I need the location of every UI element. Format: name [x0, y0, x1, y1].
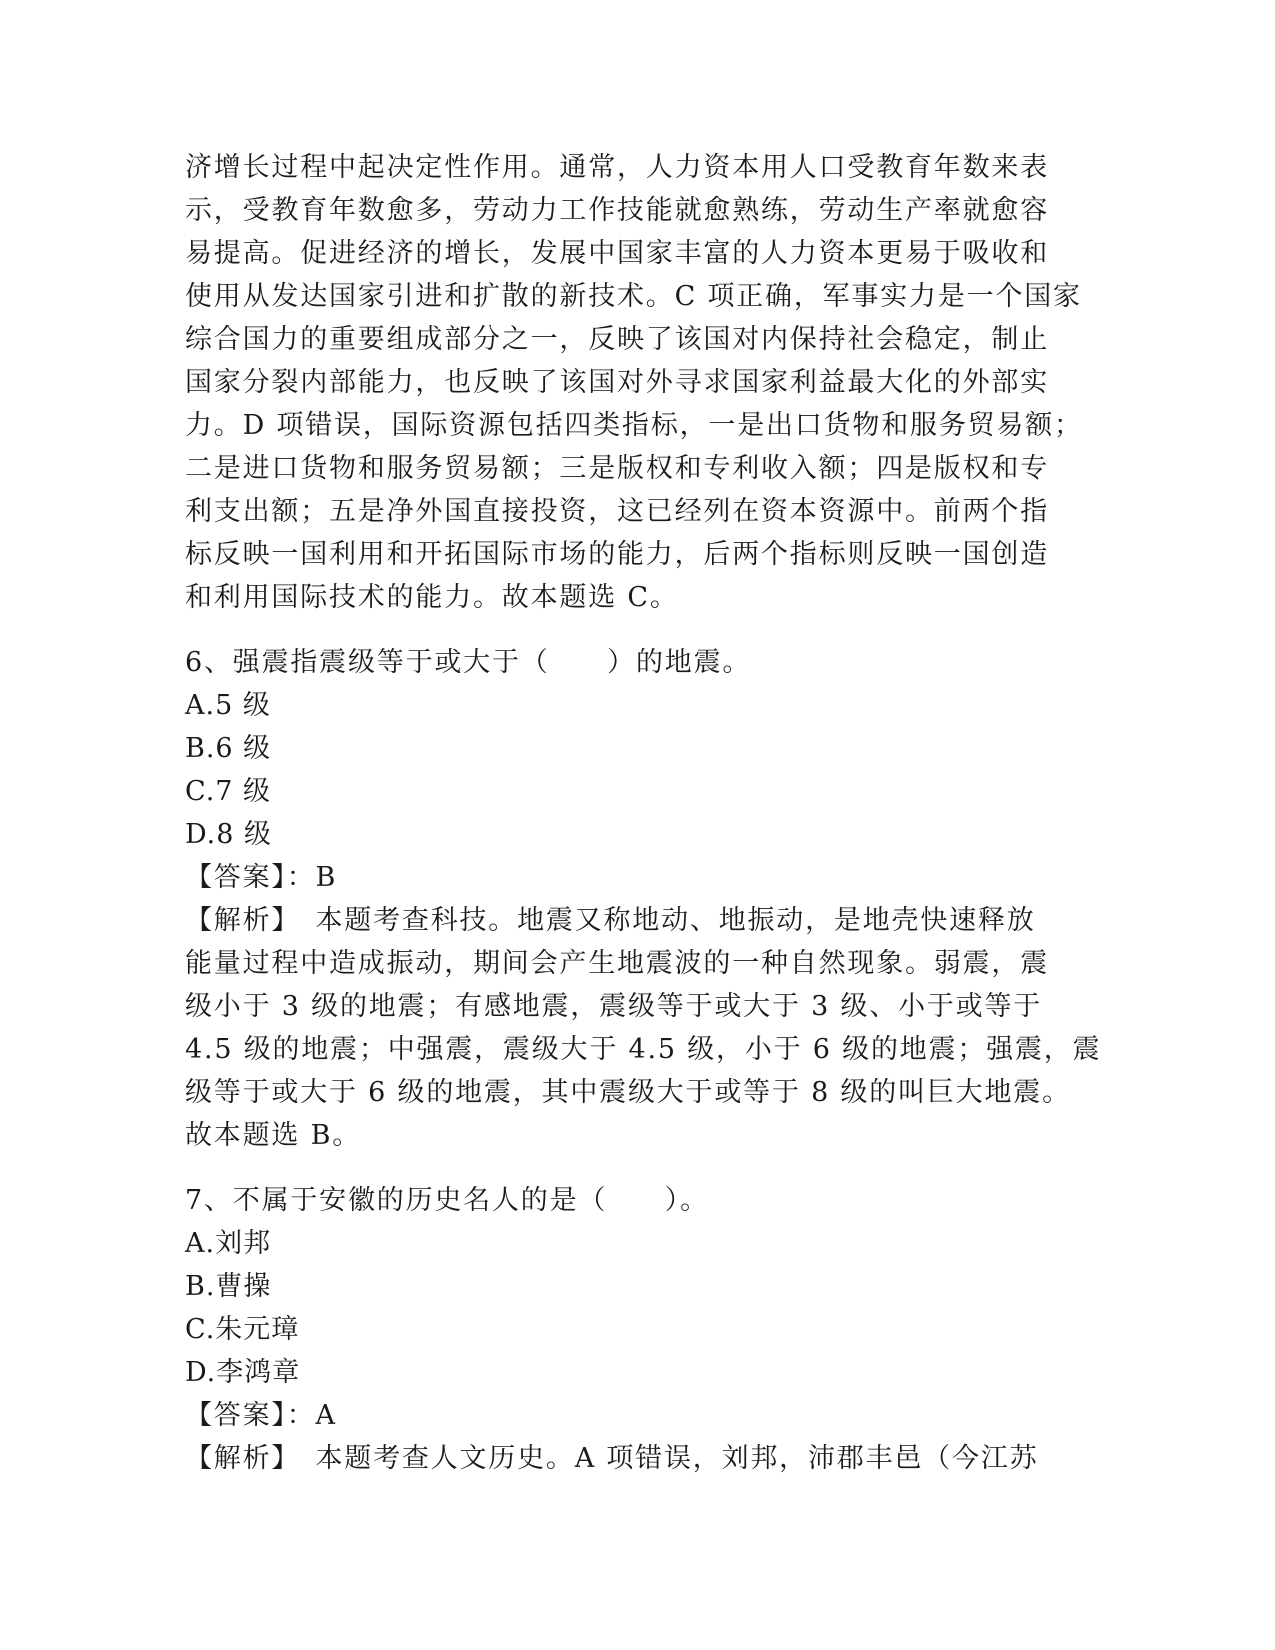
text-line: 国家分裂内部能力，也反映了该国对外寻求国家利益最大化的外部实 — [185, 367, 1049, 398]
text-line: 易提高。促进经济的增长，发展中国家丰富的人力资本更易于吸收和 — [185, 238, 1049, 269]
analysis-line: 4.5 级的地震；中强震，震级大于 4.5 级，小于 6 级的地震；强震，震 — [185, 1034, 1102, 1065]
analysis-line: 故本题选 B。 — [185, 1120, 362, 1151]
option-d: D.8 级 — [185, 819, 273, 850]
analysis-line: 【解析】 本题考查人文历史。A 项错误，刘邦，沛郡丰邑（今江苏 — [185, 1443, 1039, 1474]
option-a: A.5 级 — [185, 690, 271, 721]
option-c: C.朱元璋 — [185, 1314, 300, 1345]
option-c: C.7 级 — [185, 776, 272, 807]
question-6 — [185, 641, 1102, 1157]
text-line: 示，受教育年数愈多，劳动力工作技能就愈熟练，劳动生产率就愈容 — [185, 195, 1049, 226]
question-text: 7、不属于安徽的历史名人的是（ ）。 — [185, 1185, 709, 1216]
analysis-line: 能量过程中造成振动，期间会产生地震波的一种自然现象。弱震，震 — [185, 948, 1049, 979]
text-line: 使用从发达国家引进和扩散的新技术。C 项正确，军事实力是一个国家 — [185, 281, 1082, 312]
text-line: 利支出额；五是净外国直接投资，这已经列在资本资源中。前两个指 — [185, 496, 1049, 527]
analysis-line: 【解析】 本题考查科技。地震又称地动、地振动，是地壳快速释放 — [185, 905, 1036, 936]
option-b: B.6 级 — [185, 733, 272, 764]
answer: 【答案】：B — [185, 862, 338, 893]
answer: 【答案】：A — [185, 1400, 337, 1431]
text-line: 二是进口货物和服务贸易额；三是版权和专利收入额；四是版权和专 — [185, 453, 1049, 484]
analysis-line: 级小于 3 级的地震；有感地震，震级等于或大于 3 级、小于或等于 — [185, 991, 1043, 1022]
previous-analysis — [185, 146, 1085, 619]
option-b: B.曹操 — [185, 1271, 272, 1302]
question-text: 6、强震指震级等于或大于（ ）的地震。 — [185, 647, 752, 678]
text-line: 标反映一国利用和开拓国际市场的能力，后两个指标则反映一国创造 — [185, 539, 1049, 570]
text-line: 综合国力的重要组成部分之一，反映了该国对内保持社会稳定，制止 — [185, 324, 1049, 355]
text-line: 力。D 项错误，国际资源包括四类指标，一是出口货物和服务贸易额； — [185, 410, 1083, 441]
document-page — [185, 146, 1102, 1480]
option-a: A.刘邦 — [185, 1228, 272, 1259]
analysis-line: 级等于或大于 6 级的地震，其中震级大于或等于 8 级的叫巨大地震。 — [185, 1077, 1071, 1108]
text-line: 济增长过程中起决定性作用。通常，人力资本用人口受教育年数来表 — [185, 152, 1049, 183]
question-7 — [185, 1179, 1085, 1480]
option-d: D.李鸿章 — [185, 1357, 301, 1388]
text-line: 和利用国际技术的能力。故本题选 C。 — [185, 582, 679, 613]
